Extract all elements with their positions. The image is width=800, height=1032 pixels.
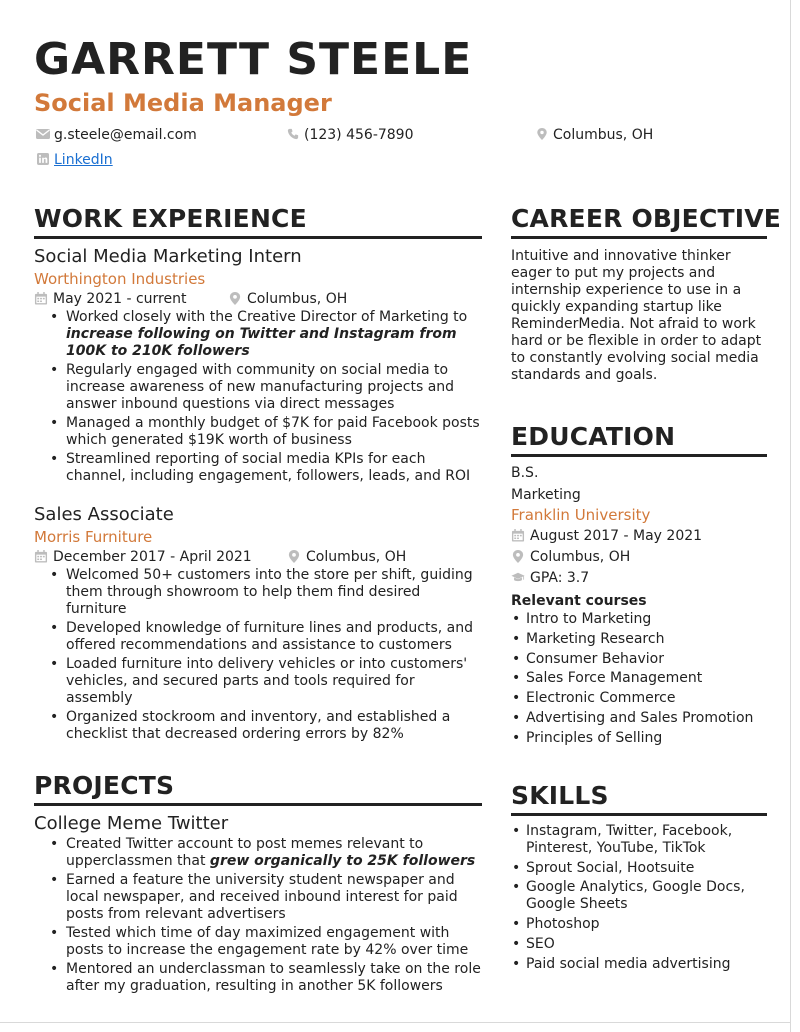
courses-list [511,611,767,747]
phone-icon [286,128,300,140]
job-company: Worthington Industries [34,270,206,288]
education-major: Marketing [511,487,581,503]
candidate-title: Social Media Manager [34,89,332,117]
candidate-name: GARRETT STEELE [34,34,473,85]
relevant-courses-heading: Relevant courses [511,593,647,609]
list-item: • Organized stockroom and inventory, and established a checklist that decreased ordering errors by 82% [48,709,482,743]
email-text: g.steele@email.com [54,127,197,143]
right-column [511,204,782,976]
job-entry [34,503,482,743]
list-item: • SEO [511,936,767,953]
contact-email [36,126,197,144]
list-item: • Photoshop [511,916,767,933]
list-item: • Intro to Marketing [511,611,767,628]
job-meta [34,289,482,309]
job-bullets [48,309,482,485]
list-item: • Developed knowledge of furniture lines and products, and offered recommendations and assistance to customers [48,620,482,654]
job-location [228,289,347,309]
linkedin-link[interactable]: LinkedIn [54,152,113,168]
list-item: • Mentored an underclassman to seamlessly take on the role after my graduation, resulting in another 5K followers [48,961,482,995]
job-dates [34,547,287,567]
list-item: • Google Analytics, Google Docs, Google Sheets [511,879,767,913]
education-degree: B.S. [511,465,539,481]
education-entry [511,463,767,747]
career-objective-text: Intuitive and innovative thinker eager to put my projects and internship experience to use in a quickly expanding startup like ReminderMedia. Not afraid to work hard or be flexible in order to adapt to constantly evolving social media standards and goals. [511,248,762,383]
job-entry [34,245,482,485]
skills-list [511,823,767,973]
education-heading: EDUCATION [511,422,767,457]
education-dates-text: August 2017 - May 2021 [530,528,703,544]
list-item: • Advertising and Sales Promotion [511,710,767,727]
envelope-icon [36,128,50,140]
graduation-cap-icon [511,571,525,584]
career-objective-heading: CAREER OBJECTIVE [511,204,767,239]
linkedin-icon [36,153,50,165]
list-item: • Created Twitter account to post memes relevant to upperclassmen that grew organically to 25K followers [48,836,482,870]
list-item: • Loaded furniture into delivery vehicles or into customers' vehicles, and secured parts and tools required for assembly [48,656,482,707]
skills-heading: SKILLS [511,781,767,816]
map-pin-icon [287,550,301,563]
job-location [287,547,406,567]
calendar-icon [34,292,48,305]
list-item: • Sprout Social, Hootsuite [511,860,767,877]
project-bullets [48,836,482,995]
education-gpa [511,568,767,589]
list-item: • Streamlined reporting of social media KPIs for each channel, including engagement, followers, leads, and ROI [48,451,482,485]
left-column [34,204,482,997]
map-pin-icon [535,128,549,140]
education-location-text: Columbus, OH [530,549,631,565]
list-item: • Tested which time of day maximized engagement with posts to increase the engagement rate by 42% over time [48,925,482,959]
list-item: • Worked closely with the Creative Director of Marketing to increase following on Twitter and Instagram from 100K to 210K followers [48,309,482,360]
job-dates [34,289,228,309]
list-item: • Sales Force Management [511,670,767,687]
list-item: • Paid social media advertising [511,956,767,973]
list-item: • Managed a monthly budget of $7K for paid Facebook posts which generated $19K worth of business [48,415,482,449]
page-border-right [790,0,791,1032]
job-company: Morris Furniture [34,528,153,546]
job-role: Sales Associate [34,504,174,525]
education-gpa-text: GPA: 3.7 [530,570,590,586]
list-item: • Earned a feature the university student newspaper and local newspaper, and received inbound interest for paid posts from relevant advertisers [48,872,482,923]
job-meta [34,547,482,567]
job-role: Social Media Marketing Intern [34,246,302,267]
page-border-bottom [0,1022,791,1023]
map-pin-icon [511,550,525,563]
location-text: Columbus, OH [553,127,654,143]
calendar-icon [34,550,48,563]
phone-text: (123) 456-7890 [304,127,414,143]
job-dates-text: May 2021 - current [53,291,187,307]
list-item: • Welcomed 50+ customers into the store per shift, guiding them through showroom to help them find desired furniture [48,567,482,618]
list-item: • Electronic Commerce [511,690,767,707]
project-entry [34,812,482,995]
list-item: • Marketing Research [511,631,767,648]
work-experience-heading: WORK EXPERIENCE [34,204,482,239]
job-location-text: Columbus, OH [247,291,348,307]
contact-linkedin [36,151,113,169]
project-title: College Meme Twitter [34,813,229,834]
job-bullets [48,567,482,743]
education-dates [511,526,767,547]
contact-location [535,126,653,144]
job-location-text: Columbus, OH [306,549,407,565]
education-location [511,547,767,568]
list-item: • Consumer Behavior [511,651,767,668]
projects-heading: PROJECTS [34,771,482,806]
map-pin-icon [228,292,242,305]
education-school: Franklin University [511,506,651,524]
list-item: • Instagram, Twitter, Facebook, Pinterest, YouTube, TikTok [511,823,767,857]
contact-phone [286,126,414,144]
calendar-icon [511,529,525,542]
list-item: • Principles of Selling [511,730,767,747]
job-dates-text: December 2017 - April 2021 [53,549,252,565]
list-item: • Regularly engaged with community on social media to increase awareness of new manufacturing projects and answer inbound questions via direct messages [48,362,482,413]
